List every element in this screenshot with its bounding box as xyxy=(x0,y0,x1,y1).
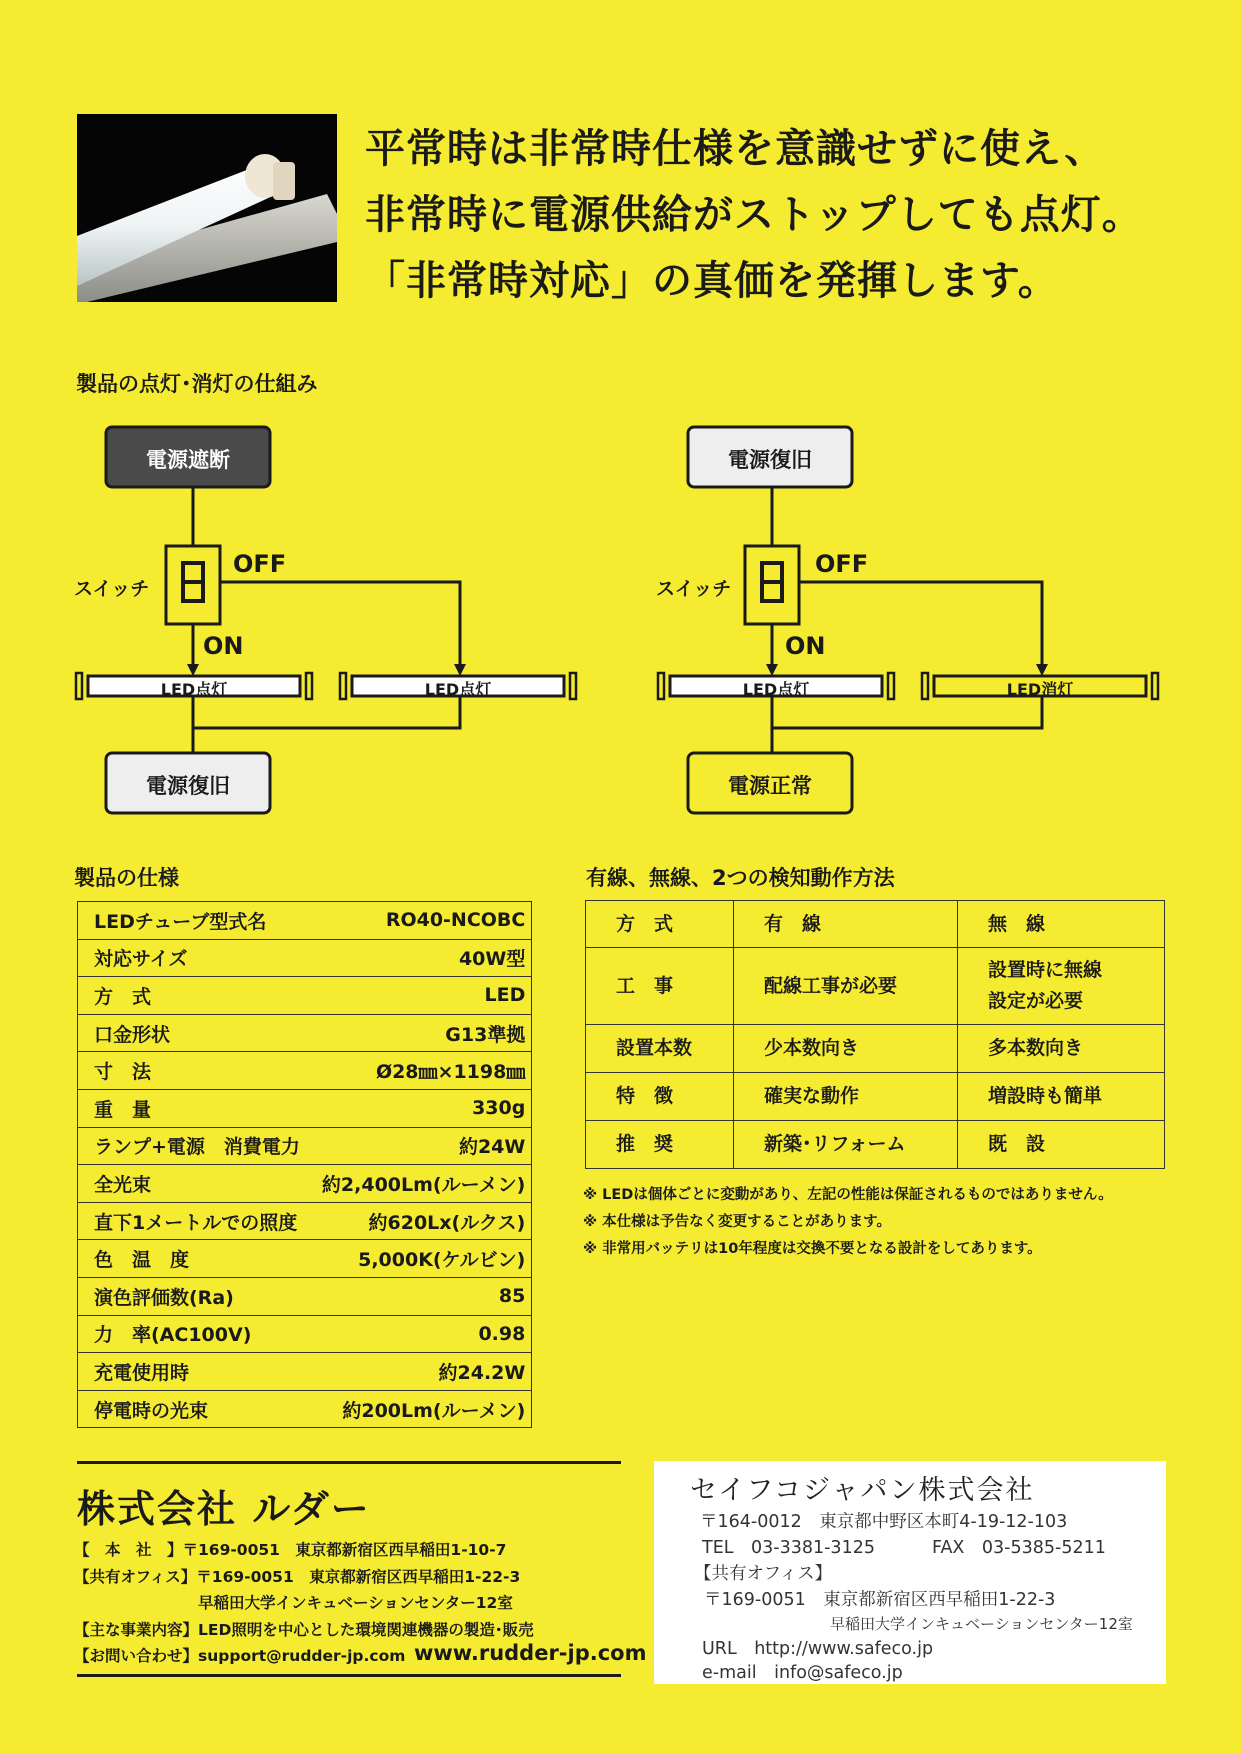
spec-value: 約24.2W xyxy=(306,1353,532,1391)
detection-cell: 配線工事が必要 xyxy=(734,948,958,1025)
hero-headline xyxy=(365,116,1225,314)
detection-cell: 新築･リフォーム xyxy=(734,1121,958,1169)
detection-cell: 多本数向き xyxy=(958,1025,1165,1073)
safeco-office-building: 早稲田大学インキュベーションセンター12室 xyxy=(830,1615,1133,1633)
table-row xyxy=(78,1127,532,1165)
detection-cell: 既 設 xyxy=(958,1121,1165,1169)
rudder-top-rule xyxy=(77,1461,621,1464)
safeco-address: 〒164-0012 東京都中野区本町4-19-12-103 xyxy=(700,1512,1068,1532)
table-row xyxy=(78,902,532,940)
hero-line-2: 非常時に電源供給がストップしても点灯。 xyxy=(365,192,1143,238)
table-row xyxy=(78,977,532,1015)
table-row xyxy=(78,1315,532,1353)
safeco-office-address: 〒169-0051 東京都新宿区西早稲田1-22-3 xyxy=(704,1590,1056,1610)
spec-value: 85 xyxy=(306,1277,532,1315)
spec-key: 演色評価数(Ra) xyxy=(78,1277,306,1315)
rudder-info-line: 【主な事業内容】LED照明を中心とした環境関連機器の製造･販売 xyxy=(74,1620,534,1639)
led-tube-image xyxy=(77,114,337,302)
spec-value: RO40-NCOBC xyxy=(306,902,532,940)
detection-cell: 有 線 xyxy=(734,901,958,948)
detection-notes xyxy=(583,1182,1113,1263)
table-row xyxy=(78,1052,532,1090)
detection-cell: 確実な動作 xyxy=(734,1073,958,1121)
safeco-url-link[interactable]: URL http://www.safeco.jp xyxy=(702,1639,934,1659)
right-on-label: ON xyxy=(785,632,826,660)
detection-title: 有線、無線、2つの検知動作方法 xyxy=(586,866,895,890)
rudder-info-line: 【共有オフィス】〒169-0051 東京都新宿区西早稲田1-22-3 xyxy=(74,1567,521,1586)
rudder-website-link[interactable]: www.rudder-jp.com xyxy=(414,1641,647,1665)
right-tube-a-label: LED点灯 xyxy=(742,680,810,699)
spec-value: 40W型 xyxy=(306,939,532,977)
table-row xyxy=(78,1165,532,1203)
rudder-bottom-rule xyxy=(77,1674,621,1677)
note-line: ※ 本仕様は予告なく変更することがあります。 xyxy=(583,1214,891,1230)
spec-value: 約24W xyxy=(306,1127,532,1165)
hero-line-1: 平常時は非常時仕様を意識せずに使え、 xyxy=(365,126,1106,172)
spec-key: 重 量 xyxy=(78,1089,306,1127)
detection-cell: 推 奨 xyxy=(586,1121,734,1169)
note-line: ※ LEDは個体ごとに変動があり、左記の性能は保証されるものではありません。 xyxy=(583,1187,1113,1203)
right-off-label: OFF xyxy=(815,550,869,578)
spec-key: 力 率(AC100V) xyxy=(78,1315,306,1353)
detection-cell: 少本数向き xyxy=(734,1025,958,1073)
detection-cell: 増設時も簡単 xyxy=(958,1073,1165,1121)
safeco-tel: TEL 03-3381-3125 xyxy=(702,1538,875,1558)
left-bottom-box-label: 電源復旧 xyxy=(146,774,230,798)
left-on-label: ON xyxy=(203,632,244,660)
diagram-power-restored xyxy=(642,420,1182,820)
spec-value: 330g xyxy=(306,1089,532,1127)
rudder-info xyxy=(74,1537,534,1643)
left-top-box-label: 電源遮断 xyxy=(146,448,230,472)
table-row xyxy=(586,1121,1165,1169)
safeco-company-name: セイフコジャパン株式会社 xyxy=(690,1475,1035,1506)
detection-cell-line: 設置時に無線 xyxy=(988,959,1103,981)
table-row xyxy=(78,1014,532,1052)
spec-value: 約620Lx(ルクス) xyxy=(306,1202,532,1240)
left-off-label: OFF xyxy=(233,550,287,578)
rudder-company-name: 株式会社 ルダー xyxy=(77,1487,371,1531)
spec-table xyxy=(77,901,532,1428)
detection-cell: 無 線 xyxy=(958,901,1165,948)
rudder-info-line: 早稲田大学インキュベーションセンター12室 xyxy=(74,1594,513,1612)
detection-cell: 設置本数 xyxy=(586,1025,734,1073)
table-row xyxy=(78,1390,532,1428)
hero-line-3: 「非常時対応」の真価を発揮します。 xyxy=(365,258,1059,304)
spec-value: 5,000K(ケルビン) xyxy=(306,1240,532,1278)
safeco-box xyxy=(654,1461,1166,1684)
left-tube-a-label: LED点灯 xyxy=(160,680,228,699)
spec-title: 製品の仕様 xyxy=(74,866,179,890)
rudder-contact-email[interactable]: 【お問い合わせ】support@rudder-jp.com xyxy=(74,1647,406,1665)
rudder-info-line: 【 本 社 】〒169-0051 東京都新宿区西早稲田1-10-7 xyxy=(74,1541,507,1559)
spec-value: Ø28㎜×1198㎜ xyxy=(306,1052,532,1090)
table-row xyxy=(78,1240,532,1278)
spec-key: 寸 法 xyxy=(78,1052,306,1090)
table-row xyxy=(586,1073,1165,1121)
left-switch-label: スイッチ xyxy=(74,578,150,600)
diagram-power-cut xyxy=(60,420,600,820)
spec-key: 停電時の光束 xyxy=(78,1390,306,1428)
detection-cell-line: 設定が必要 xyxy=(988,990,1084,1012)
mechanism-title: 製品の点灯･消灯の仕組み xyxy=(76,372,318,396)
right-bottom-box-label: 電源正常 xyxy=(728,774,812,798)
spec-key: ランプ+電源 消費電力 xyxy=(78,1127,306,1165)
note-line: ※ 非常用バッテリは10年程度は交換不要となる設計をしてあります。 xyxy=(583,1241,1042,1257)
spec-key: 直下1メートルでの照度 xyxy=(78,1202,306,1240)
detection-cell: 特 徴 xyxy=(586,1073,734,1121)
safeco-fax: FAX 03-5385-5211 xyxy=(932,1538,1106,1558)
detection-cell: 工 事 xyxy=(586,948,734,1025)
detection-table xyxy=(585,900,1165,1169)
table-row xyxy=(586,901,1165,948)
safeco-office-label: 【共有オフィス】 xyxy=(694,1564,833,1584)
table-row xyxy=(78,1277,532,1315)
spec-key: LEDチューブ型式名 xyxy=(78,902,306,940)
spec-value: 0.98 xyxy=(306,1315,532,1353)
detection-cell: 方 式 xyxy=(586,901,734,948)
right-top-box-label: 電源復旧 xyxy=(728,448,812,472)
table-row xyxy=(586,1025,1165,1073)
right-switch-label: スイッチ xyxy=(656,578,732,600)
table-row xyxy=(78,939,532,977)
safeco-email-link[interactable]: e-mail info@safeco.jp xyxy=(702,1663,903,1683)
spec-key: 方 式 xyxy=(78,977,306,1015)
left-tube-b-label: LED点灯 xyxy=(424,680,492,699)
spec-value: LED xyxy=(306,977,532,1015)
led-tube-photo xyxy=(77,114,337,302)
spec-key: 対応サイズ xyxy=(78,939,306,977)
right-tube-b-label: LED消灯 xyxy=(1006,680,1074,699)
spec-key: 全光束 xyxy=(78,1165,306,1203)
table-row xyxy=(586,948,1165,1025)
spec-value: G13準拠 xyxy=(306,1014,532,1052)
spec-key: 口金形状 xyxy=(78,1014,306,1052)
table-row xyxy=(78,1202,532,1240)
table-row xyxy=(78,1089,532,1127)
spec-value: 約200Lm(ルーメン) xyxy=(306,1390,532,1428)
table-row xyxy=(78,1353,532,1391)
spec-key: 充電使用時 xyxy=(78,1353,306,1391)
spec-key: 色 温 度 xyxy=(78,1240,306,1278)
spec-value: 約2,400Lm(ルーメン) xyxy=(306,1165,532,1203)
detection-cell xyxy=(958,948,1165,1025)
